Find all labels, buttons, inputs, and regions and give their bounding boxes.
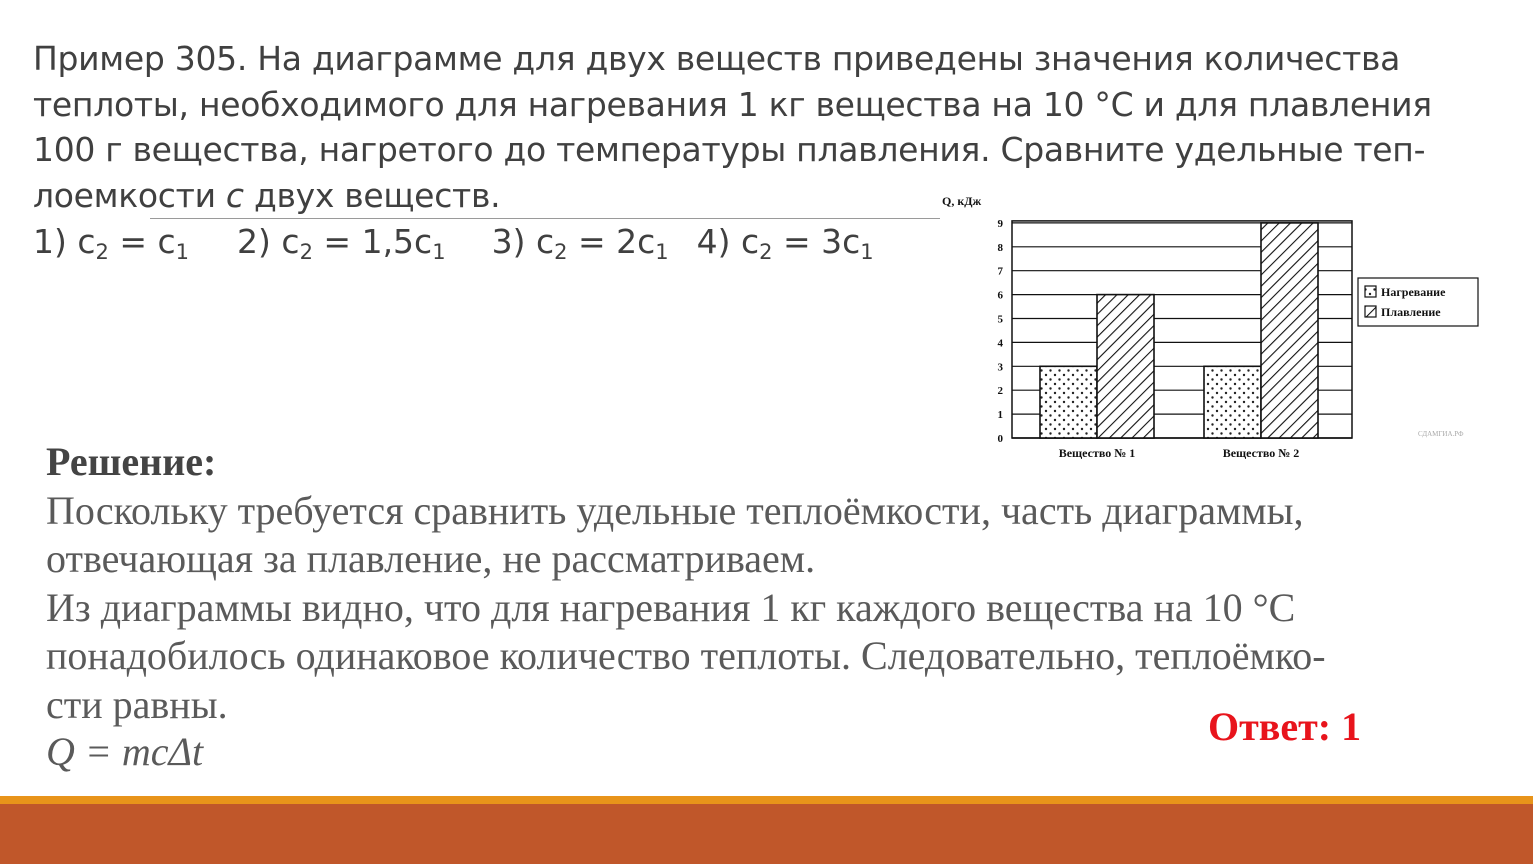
bar-chart-svg (940, 188, 1485, 470)
option-4-sub-a: 2 (759, 240, 773, 264)
solution-line-5: сти равны. (46, 681, 228, 727)
problem-text-1: На диаграмме для двух веществ приведены значения количества (247, 39, 1401, 78)
bar-chart (940, 188, 1485, 470)
bar-melting (1097, 295, 1154, 438)
problem-line-3: 100 г вещества, нагретого до температуры плавления. Сравните удельные теп- (33, 130, 1426, 169)
legend-label-heating: Нагревание (1381, 285, 1446, 299)
legend-swatch-melting (1365, 306, 1376, 317)
footer-accent-stripe (0, 796, 1533, 804)
y-axis-label: Q, кДж (942, 194, 982, 208)
option-3-pre: 3) c (491, 222, 555, 261)
option-2-sub-b: 1 (432, 240, 446, 264)
chart-watermark: СДАМГИА.РФ (1418, 430, 1464, 438)
option-2-pre: 2) c (237, 222, 300, 261)
option-3-sub-b: 1 (655, 240, 669, 264)
y-tick-label: 1 (997, 409, 1003, 422)
chart-legend (1358, 278, 1478, 326)
bar-heating (1204, 366, 1261, 438)
problem-text-4a: лоемкости (33, 175, 226, 215)
solution-heading: Решение: (46, 439, 217, 484)
y-tick-label: 7 (997, 265, 1003, 278)
solution-line-1: Поскольку требуется сравнить удельные теплоёмкости, часть диаграммы, (46, 487, 1304, 533)
y-tick-label: 0 (997, 433, 1003, 445)
option-2 (237, 222, 446, 264)
problem-text-4c: с (225, 175, 244, 215)
option-3-mid: = 2c (567, 222, 656, 261)
y-tick-label: 2 (997, 385, 1003, 398)
y-tick-label: 4 (997, 337, 1003, 350)
x-tick-label: Вещество № 1 (1058, 446, 1136, 460)
option-1-sub-b: 1 (175, 240, 190, 264)
y-tick-label: 9 (997, 217, 1003, 230)
solution-line-2: отвечающая за плавление, не рассматриваем. (46, 536, 816, 581)
option-3-sub-a: 2 (554, 240, 568, 264)
bar-melting (1261, 223, 1318, 438)
option-1-mid: = c (108, 222, 176, 261)
y-tick-label: 5 (997, 313, 1003, 326)
option-3 (492, 222, 669, 264)
solution-line-4: понадобилось одинаковое количество теплоты. Следовательно, теплоёмко- (46, 633, 1326, 678)
option-2-mid: = 1,5c (312, 222, 433, 261)
solution-block (46, 438, 1486, 729)
option-1-sub-a: 2 (95, 240, 109, 264)
y-tick-label: 3 (997, 361, 1003, 374)
answer-text: Ответ: 1 (1208, 704, 1362, 749)
option-4 (697, 222, 874, 264)
legend-label-melting: Плавление (1381, 305, 1441, 319)
y-tick-label: 8 (997, 241, 1003, 254)
solution-line-3: Из диаграммы видно, что для нагревания 1 кг каждого вещества на 10 °С (46, 584, 1296, 630)
problem-label: Пример 305. (33, 39, 248, 78)
option-4-sub-b: 1 (860, 240, 874, 264)
formula: Q = mcΔt (46, 729, 204, 774)
problem-line-1 (33, 36, 1473, 82)
x-tick-label: Вещество № 2 (1222, 446, 1300, 460)
y-tick-label: 6 (997, 289, 1003, 302)
divider-line (150, 218, 940, 219)
bar-heating (1040, 366, 1097, 438)
option-1 (33, 222, 189, 264)
legend-swatch-heating (1365, 286, 1376, 297)
option-2-sub-a: 2 (299, 240, 313, 264)
option-4-pre: 4) c (696, 222, 760, 261)
problem-text-4b: двух веществ. (243, 175, 501, 215)
problem-line-2: теплоты, необходимого для нагревания 1 кг вещества на 10 °С и для плавления (33, 84, 1432, 124)
footer-band (0, 804, 1533, 864)
answer-options (33, 222, 874, 264)
option-1-pre: 1) c (33, 222, 96, 261)
option-4-mid: = 3c (772, 222, 861, 261)
